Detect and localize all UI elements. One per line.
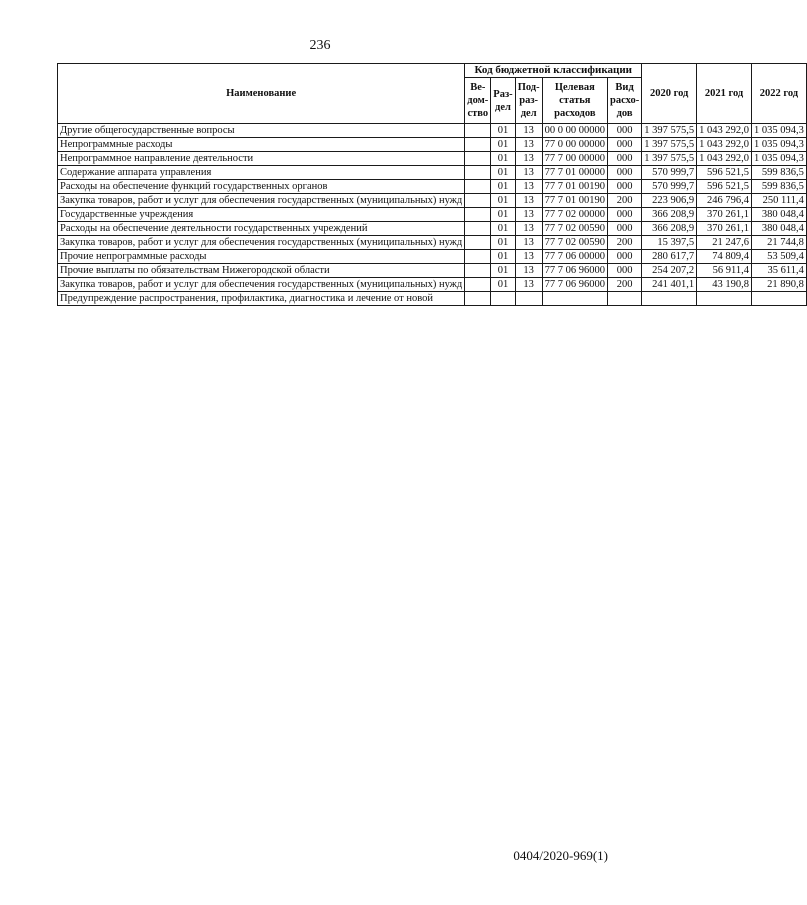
row-razdel: 01 (491, 152, 515, 166)
row-value-2021: 43 190,8 (697, 278, 752, 292)
row-vedomstvo (465, 208, 491, 222)
row-vid-raskhodov: 000 (608, 138, 642, 152)
row-podrazdel: 13 (515, 208, 542, 222)
row-name: Закупка товаров, работ и услуг для обеспечения государственных (муниципальных) нужд (58, 194, 465, 208)
row-vedomstvo (465, 278, 491, 292)
row-name: Государственные учреждения (58, 208, 465, 222)
row-value-2021: 21 247,6 (697, 236, 752, 250)
row-vedomstvo (465, 138, 491, 152)
document-code: 0404/2020-969(1) (513, 848, 608, 863)
table-row (58, 124, 807, 138)
row-razdel (491, 292, 515, 306)
row-value-2022: 599 836,5 (751, 166, 806, 180)
row-podrazdel: 13 (515, 124, 542, 138)
table-row (58, 166, 807, 180)
row-razdel: 01 (491, 250, 515, 264)
header-row-1 (58, 64, 807, 78)
table-row (58, 194, 807, 208)
table-row (58, 264, 807, 278)
row-podrazdel: 13 (515, 222, 542, 236)
row-name: Другие общегосударственные вопросы (58, 124, 465, 138)
row-vedomstvo (465, 264, 491, 278)
budget-table (57, 63, 807, 306)
row-value-2021: 246 796,4 (697, 194, 752, 208)
row-value-2020: 254 207,2 (642, 264, 697, 278)
table-row (58, 180, 807, 194)
row-value-2020 (642, 292, 697, 306)
row-name: Прочие непрограммные расходы (58, 250, 465, 264)
row-podrazdel: 13 (515, 180, 542, 194)
row-name: Предупреждение распространения, профилактика, диагностика и лечение от новой (58, 292, 465, 306)
row-value-2021: 370 261,1 (697, 222, 752, 236)
row-podrazdel: 13 (515, 138, 542, 152)
table-row (58, 236, 807, 250)
row-name: Закупка товаров, работ и услуг для обеспечения государственных (муниципальных) нужд (58, 236, 465, 250)
row-podrazdel: 13 (515, 194, 542, 208)
row-vid-raskhodov: 000 (608, 264, 642, 278)
row-celevaya-statya: 77 0 00 00000 (542, 138, 607, 152)
row-podrazdel: 13 (515, 250, 542, 264)
row-value-2022: 21 744,8 (751, 236, 806, 250)
row-value-2021: 1 043 292,0 (697, 152, 752, 166)
row-razdel: 01 (491, 222, 515, 236)
header-2021: 2021 год (697, 64, 752, 124)
table-body (58, 124, 807, 306)
row-value-2020: 366 208,9 (642, 208, 697, 222)
header-name: Наименование (58, 64, 465, 124)
row-podrazdel: 13 (515, 264, 542, 278)
row-razdel: 01 (491, 138, 515, 152)
row-value-2022: 1 035 094,3 (751, 124, 806, 138)
row-value-2022: 380 048,4 (751, 222, 806, 236)
row-celevaya-statya: 77 7 01 00190 (542, 180, 607, 194)
row-celevaya-statya (542, 292, 607, 306)
row-vid-raskhodov: 000 (608, 222, 642, 236)
row-value-2020: 241 401,1 (642, 278, 697, 292)
row-value-2022: 21 890,8 (751, 278, 806, 292)
row-vid-raskhodov: 000 (608, 166, 642, 180)
row-celevaya-statya: 77 7 01 00000 (542, 166, 607, 180)
page-number: 236 (309, 38, 331, 53)
row-value-2022: 53 509,4 (751, 250, 806, 264)
row-value-2022: 1 035 094,3 (751, 152, 806, 166)
row-value-2022: 380 048,4 (751, 208, 806, 222)
row-vid-raskhodov: 200 (608, 278, 642, 292)
row-celevaya-statya: 77 7 06 96000 (542, 278, 607, 292)
row-value-2021: 1 043 292,0 (697, 138, 752, 152)
row-name: Расходы на обеспечение функций государственных органов (58, 180, 465, 194)
row-vedomstvo (465, 194, 491, 208)
row-name: Расходы на обеспечение деятельности государственных учреждений (58, 222, 465, 236)
row-vedomstvo (465, 292, 491, 306)
row-name: Непрограммное направление деятельности (58, 152, 465, 166)
row-value-2021 (697, 292, 752, 306)
header-celevaya-statya: Целевая статья расходов (542, 78, 607, 124)
row-value-2021: 370 261,1 (697, 208, 752, 222)
row-value-2020: 15 397,5 (642, 236, 697, 250)
row-value-2020: 280 617,7 (642, 250, 697, 264)
row-razdel: 01 (491, 194, 515, 208)
table-row (58, 222, 807, 236)
row-value-2020: 223 906,9 (642, 194, 697, 208)
row-vid-raskhodov: 000 (608, 180, 642, 194)
row-podrazdel: 13 (515, 166, 542, 180)
row-razdel: 01 (491, 124, 515, 138)
table-row (58, 208, 807, 222)
row-value-2020: 570 999,7 (642, 166, 697, 180)
row-value-2022: 35 611,4 (751, 264, 806, 278)
row-vid-raskhodov: 200 (608, 194, 642, 208)
row-celevaya-statya: 77 7 01 00190 (542, 194, 607, 208)
row-celevaya-statya: 77 7 02 00000 (542, 208, 607, 222)
row-razdel: 01 (491, 208, 515, 222)
row-value-2020: 1 397 575,5 (642, 124, 697, 138)
row-value-2022: 1 035 094,3 (751, 138, 806, 152)
row-name: Содержание аппарата управления (58, 166, 465, 180)
row-vid-raskhodov: 000 (608, 124, 642, 138)
row-vid-raskhodov: 000 (608, 152, 642, 166)
row-value-2020: 1 397 575,5 (642, 138, 697, 152)
row-vedomstvo (465, 124, 491, 138)
row-razdel: 01 (491, 166, 515, 180)
row-name: Прочие выплаты по обязательствам Нижегородской области (58, 264, 465, 278)
table-row (58, 278, 807, 292)
row-celevaya-statya: 77 7 02 00590 (542, 222, 607, 236)
row-celevaya-statya: 77 7 00 00000 (542, 152, 607, 166)
row-podrazdel: 13 (515, 152, 542, 166)
row-vid-raskhodov: 200 (608, 236, 642, 250)
header-vid-raskhodov: Вид расхо- дов (608, 78, 642, 124)
row-celevaya-statya: 00 0 00 00000 (542, 124, 607, 138)
row-value-2021: 1 043 292,0 (697, 124, 752, 138)
header-podrazdel: Под- раз- дел (515, 78, 542, 124)
row-value-2020: 366 208,9 (642, 222, 697, 236)
row-value-2020: 1 397 575,5 (642, 152, 697, 166)
row-value-2022: 250 111,4 (751, 194, 806, 208)
row-value-2022 (751, 292, 806, 306)
row-value-2021: 596 521,5 (697, 166, 752, 180)
row-vedomstvo (465, 152, 491, 166)
row-vedomstvo (465, 166, 491, 180)
table-row (58, 292, 807, 306)
header-2022: 2022 год (751, 64, 806, 124)
row-podrazdel: 13 (515, 278, 542, 292)
header-razdel: Раз- дел (491, 78, 515, 124)
row-value-2022: 599 836,5 (751, 180, 806, 194)
row-vid-raskhodov (608, 292, 642, 306)
row-value-2021: 596 521,5 (697, 180, 752, 194)
table-row (58, 138, 807, 152)
row-vedomstvo (465, 250, 491, 264)
row-podrazdel (515, 292, 542, 306)
row-razdel: 01 (491, 236, 515, 250)
row-name: Непрограммные расходы (58, 138, 465, 152)
header-budget-code-group: Код бюджетной классификации (465, 64, 642, 78)
row-vedomstvo (465, 222, 491, 236)
table-row (58, 152, 807, 166)
table-row (58, 250, 807, 264)
row-celevaya-statya: 77 7 06 96000 (542, 264, 607, 278)
row-vedomstvo (465, 180, 491, 194)
row-razdel: 01 (491, 278, 515, 292)
row-vid-raskhodov: 000 (608, 208, 642, 222)
row-celevaya-statya: 77 7 06 00000 (542, 250, 607, 264)
row-vedomstvo (465, 236, 491, 250)
row-razdel: 01 (491, 180, 515, 194)
row-value-2020: 570 999,7 (642, 180, 697, 194)
row-celevaya-statya: 77 7 02 00590 (542, 236, 607, 250)
row-value-2021: 56 911,4 (697, 264, 752, 278)
row-value-2021: 74 809,4 (697, 250, 752, 264)
row-podrazdel: 13 (515, 236, 542, 250)
row-razdel: 01 (491, 264, 515, 278)
header-vedomstvo: Ве- дом- ство (465, 78, 491, 124)
row-name: Закупка товаров, работ и услуг для обеспечения государственных (муниципальных) нужд (58, 278, 465, 292)
header-2020: 2020 год (642, 64, 697, 124)
row-vid-raskhodov: 000 (608, 250, 642, 264)
